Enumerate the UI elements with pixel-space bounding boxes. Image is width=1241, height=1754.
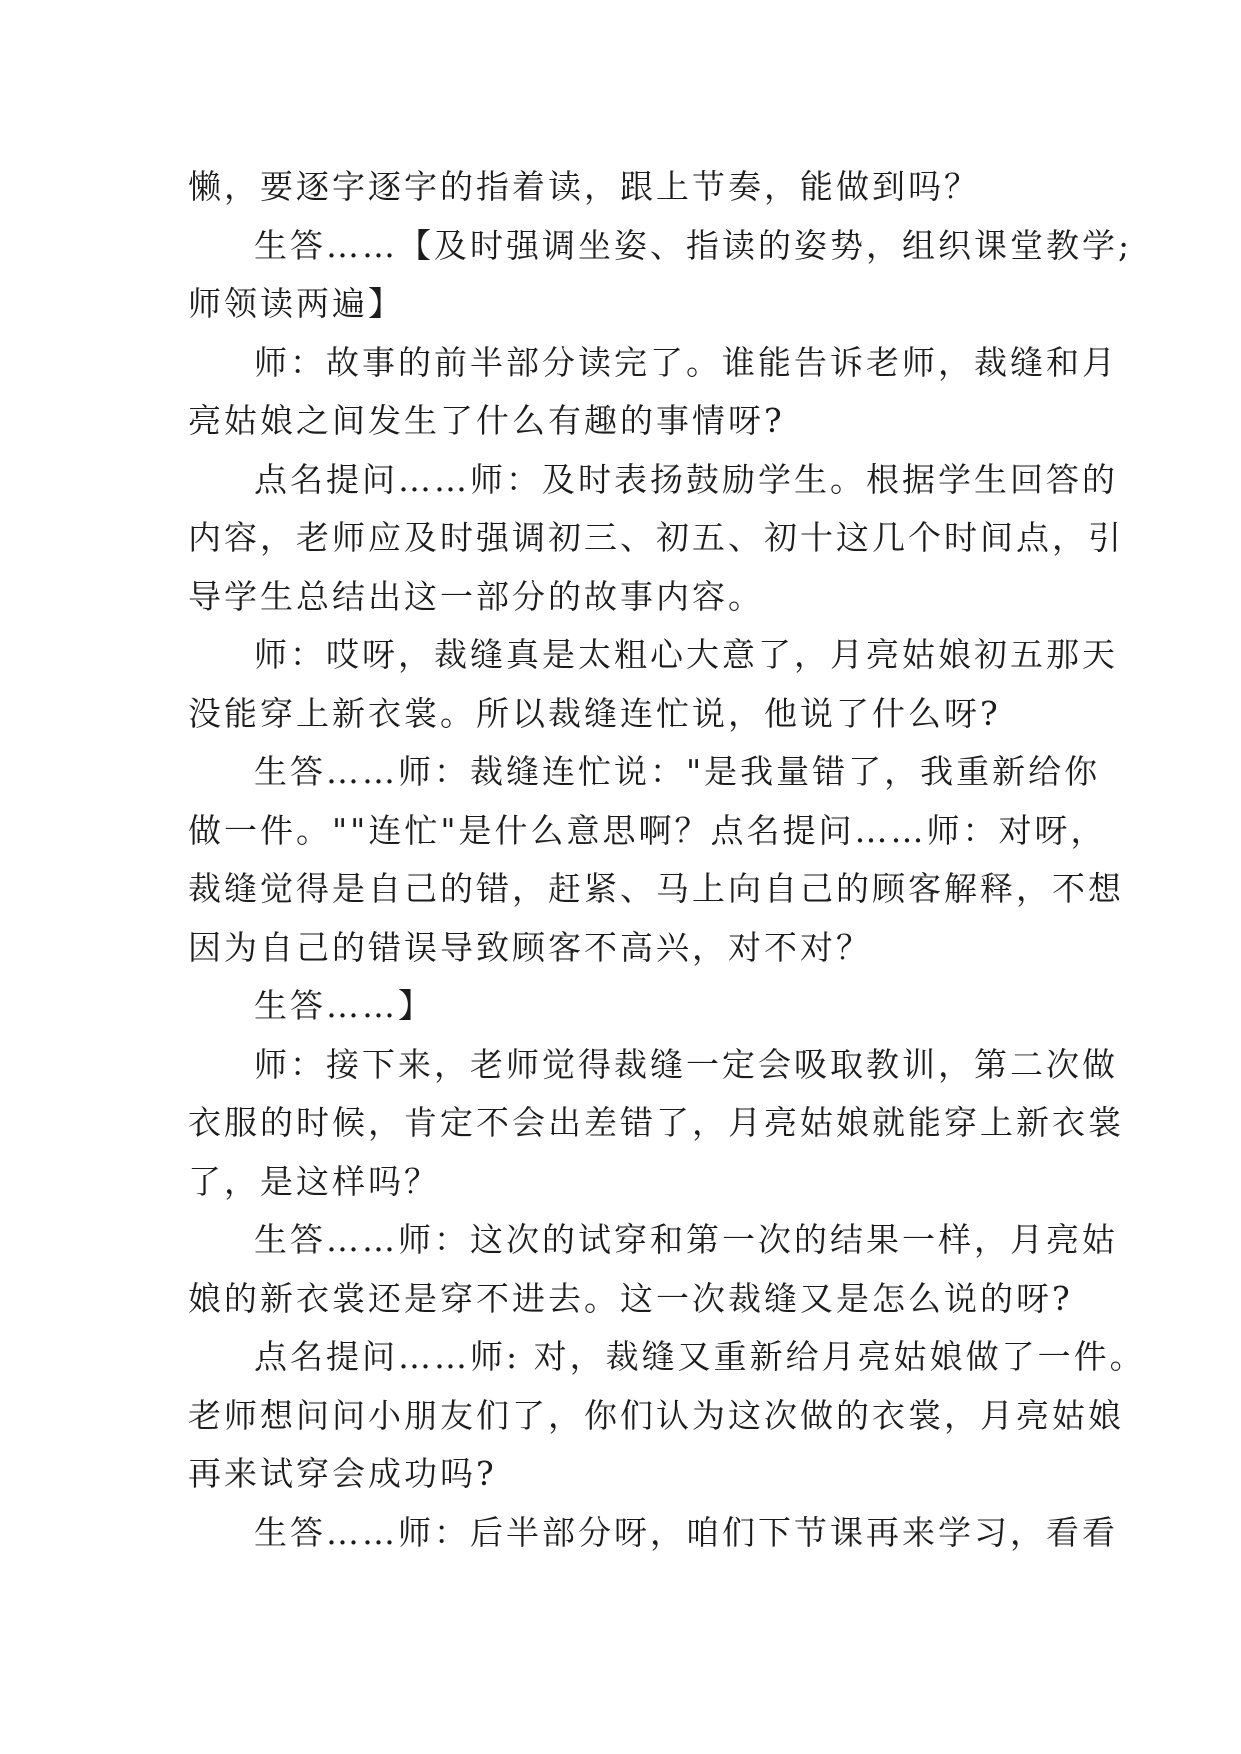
text-line: 点名提问……师：及时表扬鼓励学生。根据学生回答的: [254, 459, 1118, 499]
text-line: 娘的新衣裳还是穿不进去。这一次裁缝又是怎么说的呀?: [188, 1278, 1073, 1318]
text-line: 师领读两遍】: [188, 284, 404, 323]
text-line: 内容，老师应及时强调初三、初五、初十这几个时间点，引: [188, 518, 1124, 557]
text-line: 生答……】: [254, 986, 434, 1025]
text-line: 师：接下来，老师觉得裁缝一定会吸取教训，第二次做: [254, 1044, 1118, 1084]
text-line: 点名提问……师: 对，裁缝又重新给月亮姑娘做了一件。: [254, 1337, 1146, 1376]
text-line: 师：故事的前半部分读完了。谁能告诉老师，裁缝和月: [254, 342, 1118, 382]
text-line: 师：哎呀，裁缝真是太粗心大意了，月亮姑娘初五那天: [254, 635, 1118, 674]
text-line: 因为自己的错误导致顾客不高兴，对不对？: [188, 927, 872, 967]
text-line: 导学生总结出这一部分的故事内容。: [188, 576, 764, 616]
text-line: 生答……师：这次的试穿和第一次的结果一样，月亮姑: [254, 1220, 1118, 1259]
text-line: 没能穿上新衣裳。所以裁缝连忙说，他说了什么呀?: [188, 693, 1001, 733]
text-line: 亮姑娘之间发生了什么有趣的事情呀?: [188, 401, 785, 440]
text-line: 生答……师：后半部分呀，咱们下节课再来学习，看看: [254, 1512, 1118, 1552]
text-line: 了，是这样吗？: [188, 1161, 440, 1201]
text-line: 裁缝觉得是自己的错，赶紧、马上向自己的顾客解释，不想: [188, 869, 1124, 908]
text-line: 生答……【及时强调坐姿、指读的姿势，组织课堂教学;: [254, 225, 1133, 265]
text-line: 再来试穿会成功吗?: [188, 1454, 497, 1493]
text-line: 衣服的时候，肯定不会出差错了，月亮姑娘就能穿上新衣裳: [188, 1103, 1124, 1142]
text-line: 懒，要逐字逐字的指着读，跟上节奏，能做到吗？: [188, 167, 980, 206]
text-line: 做一件。""连忙"是什么意思啊？点名提问……师：对呀，: [188, 810, 1107, 850]
text-line: 生答……师：裁缝连忙说："是我量错了，我重新给你: [254, 752, 1101, 791]
text-line: 老师想问问小朋友们了，你们认为这次做的衣裳，月亮姑娘: [188, 1395, 1124, 1435]
document-body: [188, 158, 1146, 1562]
